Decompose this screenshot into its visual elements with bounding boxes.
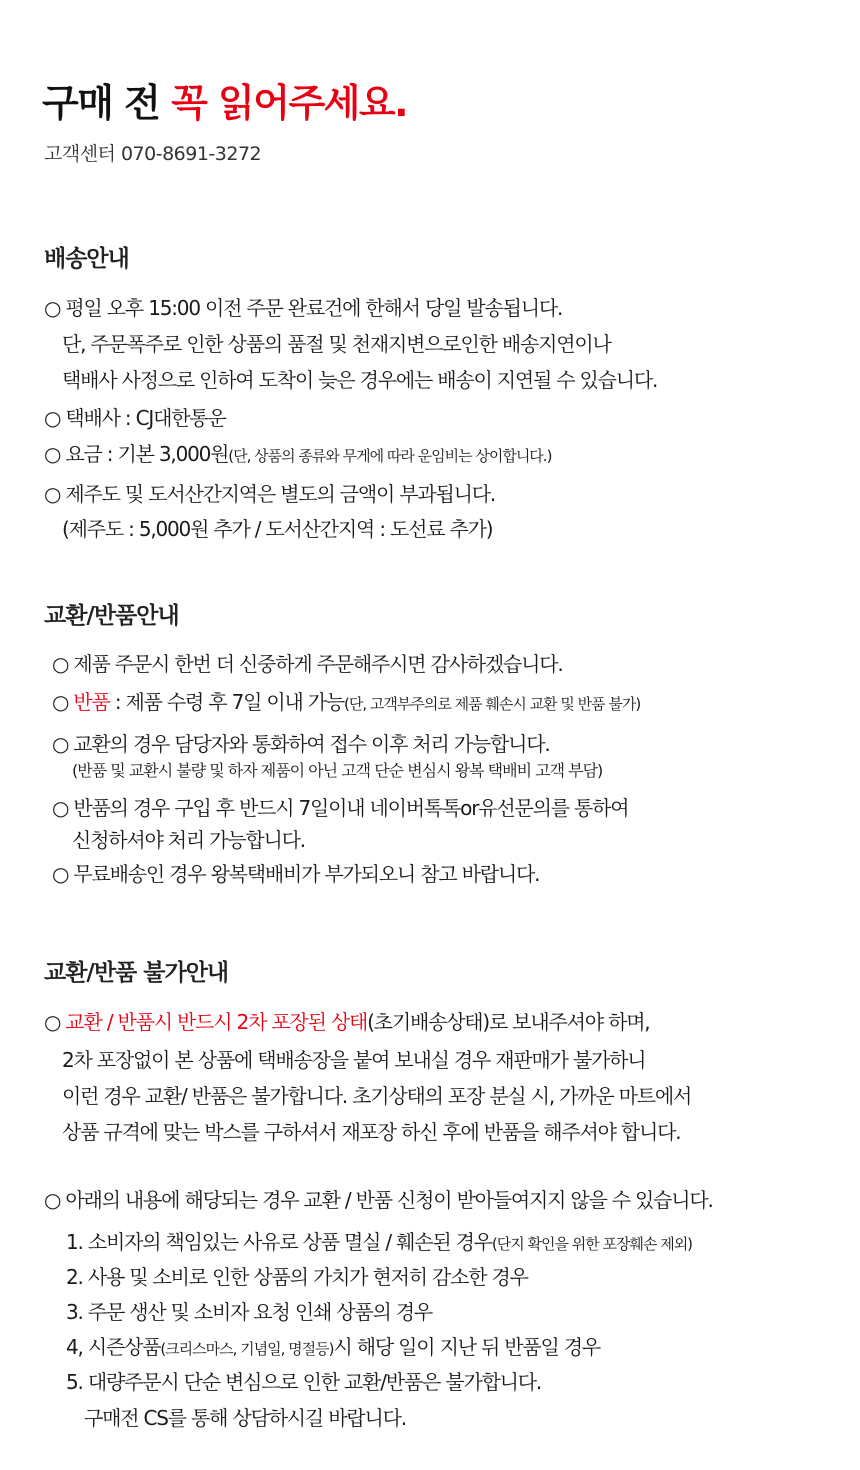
exchange-line-7: ○ 무료배송인 경우 왕복택배비가 부가되오니 참고 바랍니다. (52, 862, 540, 886)
customer-center-phone: 고객센터 070-8691-3272 (44, 143, 262, 165)
shipping-line-7: (제주도 : 5,000원 추가 / 도서산간지역 : 도선료 추가) (62, 517, 493, 541)
exchange-line-2 (52, 686, 640, 715)
not-allowed-item-6: 구매전 CS를 통해 상담하시길 바랍니다. (84, 1406, 406, 1430)
exchange-line-2-main: : 제품 수령 후 7일 이내 가능 (109, 690, 345, 714)
exchange-line-2-note: (단, 고객부주의로 제품 훼손시 교환 및 반품 불가) (344, 695, 641, 713)
title-black: 구매 전 (42, 81, 172, 125)
exchange-return-label: 반품 (73, 690, 110, 714)
page-title (42, 72, 407, 127)
not-allowed-line-3: 이런 경우 교환/ 반품은 불가합니다. 초기상태의 포장 분실 시, 가까운 마트에서 (62, 1084, 692, 1108)
shipping-line-2: 단, 주문폭주로 인한 상품의 품절 및 천재지변으로인한 배송지연이나 (62, 332, 611, 356)
not-allowed-item-4-note: (크리스마스, 기념일, 명절등) (160, 1340, 334, 1358)
shipping-line-4: ○ 택배사 : CJ대한통운 (44, 406, 226, 430)
exchange-heading: 교환/반품안내 (44, 603, 179, 629)
shipping-heading: 배송안내 (44, 246, 129, 272)
shipping-line-5 (44, 438, 551, 467)
not-allowed-item-5: 5. 대량주문시 단순 변심으로 인한 교환/반품은 불가합니다. (66, 1370, 542, 1394)
not-allowed-item-3: 3. 주문 생산 및 소비자 요청 인쇄 상품의 경우 (66, 1300, 432, 1324)
not-allowed-item-1-main: 1. 소비자의 책임있는 사유로 상품 멸실 / 훼손된 경우 (66, 1230, 492, 1254)
exchange-line-6: 신청하셔야 처리 가능합니다. (72, 828, 305, 852)
not-allowed-line-1-rest: (초기배송상태)로 보내주셔야 하며, (367, 1010, 650, 1034)
not-allowed-heading: 교환/반품 불가안내 (44, 960, 229, 986)
not-allowed-item-2: 2. 사용 및 소비로 인한 상품의 가치가 현저히 감소한 경우 (66, 1265, 528, 1289)
shipping-line-1: ○ 평일 오후 15:00 이전 주문 완료건에 한해서 당일 발송됩니다. (44, 296, 563, 320)
shipping-line-6: ○ 제주도 및 도서산간지역은 별도의 금액이 부과됩니다. (44, 482, 495, 506)
not-allowed-line-2: 2차 포장없이 본 상품에 택배송장을 붙여 보내실 경우 재판매가 불가하니 (62, 1048, 646, 1072)
not-allowed-item-4-b: 시 해당 일이 지난 뒤 반품일 경우 (333, 1335, 601, 1359)
not-allowed-item-1-note: (단지 확인을 위한 포장훼손 제외) (491, 1235, 693, 1253)
not-allowed-line-1 (44, 1006, 649, 1035)
not-allowed-emphasis: 교환 / 반품시 반드시 2차 포장된 상태 (65, 1010, 368, 1034)
not-allowed-list-intro: ○ 아래의 내용에 해당되는 경우 교환 / 반품 신청이 받아들여지지 않을 수 있습니다. (44, 1188, 713, 1212)
not-allowed-bullet: ○ (44, 1010, 66, 1034)
not-allowed-line-4: 상품 규격에 맞는 박스를 구하셔서 재포장 하신 후에 반품을 해주셔야 합니다. (62, 1120, 681, 1144)
title-red: 꼭 읽어주세요. (171, 81, 408, 125)
exchange-line-4: (반품 및 교환시 불량 및 하자 제품이 아닌 고객 단순 변심시 왕복 택배비 고객 부담) (72, 761, 603, 780)
not-allowed-item-4-a: 4, 시즌상품 (66, 1335, 161, 1359)
exchange-line-5: ○ 반품의 경우 구입 후 반드시 7일이내 네이버톡톡or유선문의를 통하여 (52, 796, 629, 820)
shipping-fee-note: (단, 상품의 종류와 무게에 따라 운임비는 상이합니다.) (228, 447, 552, 465)
shipping-fee: ○ 요금 : 기본 3,000원 (44, 442, 229, 466)
exchange-line-3: ○ 교환의 경우 담당자와 통화하여 접수 이후 처리 가능합니다. (52, 732, 550, 756)
shipping-line-3: 택배사 사정으로 인하여 도착이 늦은 경우에는 배송이 지연될 수 있습니다. (62, 368, 658, 392)
not-allowed-item-1 (66, 1226, 692, 1255)
exchange-line-1: ○ 제품 주문시 한번 더 신중하게 주문해주시면 감사하겠습니다. (52, 652, 563, 676)
exchange-line-2-bullet: ○ (52, 690, 74, 714)
not-allowed-item-4 (66, 1331, 600, 1360)
